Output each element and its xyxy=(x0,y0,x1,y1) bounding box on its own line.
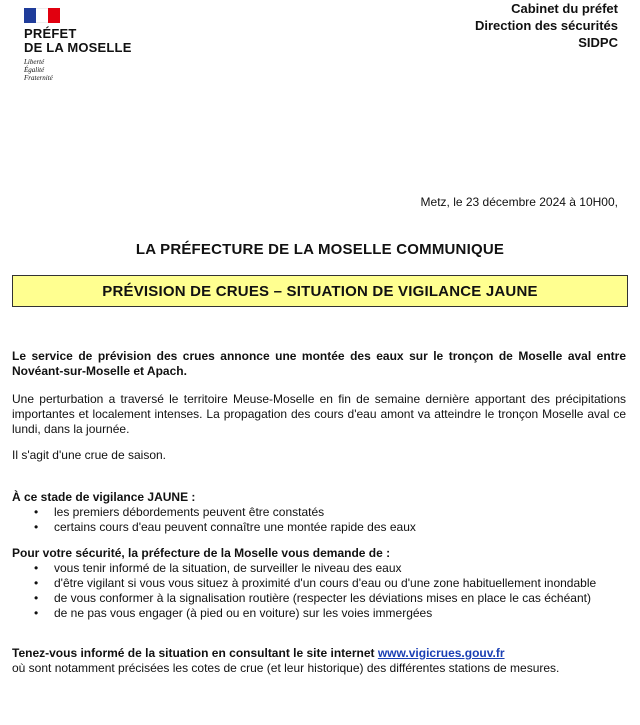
logo-title xyxy=(24,27,132,55)
list-item: • les premiers débordements peuvent être constatés xyxy=(12,505,626,520)
vigilance-alert-box xyxy=(12,275,628,307)
logo-motto xyxy=(24,58,132,82)
list-item: • de ne pas vous engager (à pied ou en voiture) sur les voies immergées xyxy=(12,606,626,621)
motto-liberte: Liberté xyxy=(24,58,45,66)
footer-line2: où sont notamment précisées les cotes de crue (et leur historique) des différentes stations de mesures. xyxy=(12,661,560,675)
vigicrues-link[interactable]: www.vigicrues.gouv.fr xyxy=(377,646,505,660)
vigilance-alert-title: PRÉVISION DE CRUES – SITUATION DE VIGILANCE JAUNE xyxy=(102,282,538,300)
stade-list xyxy=(12,505,626,535)
intro-paragraph: Le service de prévision des crues annonce une montée des eaux sur le tronçon de Moselle aval entre Novéant-sur-Moselle et Apach. xyxy=(12,349,626,378)
flag-white-band xyxy=(36,8,48,23)
securite-list xyxy=(12,561,626,621)
list-item: • vous tenir informé de la situation, de surveiller le niveau des eaux xyxy=(12,561,626,576)
list-item: • certains cours d'eau peuvent connaître une montée rapide des eaux xyxy=(12,520,626,535)
logo-title-line2: DE LA MOSELLE xyxy=(24,40,132,55)
saison-paragraph: Il s'agit d'une crue de saison. xyxy=(12,448,167,462)
list-item: • de vous conformer à la signalisation routière (respecter les déviations mises en place le cas échéant) xyxy=(12,591,626,606)
list-item: • d'être vigilant si vous vous situez à proximité d'un cours d'eau ou d'une zone habituellement inondable xyxy=(12,576,626,591)
securite-heading: Pour votre sécurité, la préfecture de la Moselle vous demande de : xyxy=(12,546,391,560)
logo-title-line1: PRÉFET xyxy=(24,26,77,41)
motto-egalite: Égalité xyxy=(24,66,45,74)
footer-text: Tenez-vous informé de la situation en consultant le site internet xyxy=(12,646,378,660)
header-line-sidpc: SIDPC xyxy=(578,35,618,50)
french-flag-icon xyxy=(24,8,60,23)
stade-heading: À ce stade de vigilance JAUNE : xyxy=(12,490,196,504)
communique-title: LA PRÉFECTURE DE LA MOSELLE COMMUNIQUE xyxy=(135,241,505,258)
document-date: Metz, le 23 décembre 2024 à 10H00, xyxy=(420,195,618,209)
document-body xyxy=(12,349,626,676)
motto-fraternite: Fraternité xyxy=(24,74,53,82)
perturbation-paragraph: Une perturbation a traversé le territoire Meuse-Moselle en fin de semaine dernière apportant des précipitations importantes et localement intenses. La propagation des cours d'eau amont va atteindre le tronçon Moselle aval ce lundi, dans la journée. xyxy=(12,392,626,436)
header-line-direction: Direction des sécurités xyxy=(474,18,618,33)
footer-paragraph xyxy=(12,646,626,661)
header-department xyxy=(475,0,618,51)
prefecture-logo xyxy=(24,8,132,82)
flag-blue-band xyxy=(24,8,36,23)
header-line-cabinet: Cabinet du préfet xyxy=(511,1,618,16)
flag-red-band xyxy=(48,8,60,23)
